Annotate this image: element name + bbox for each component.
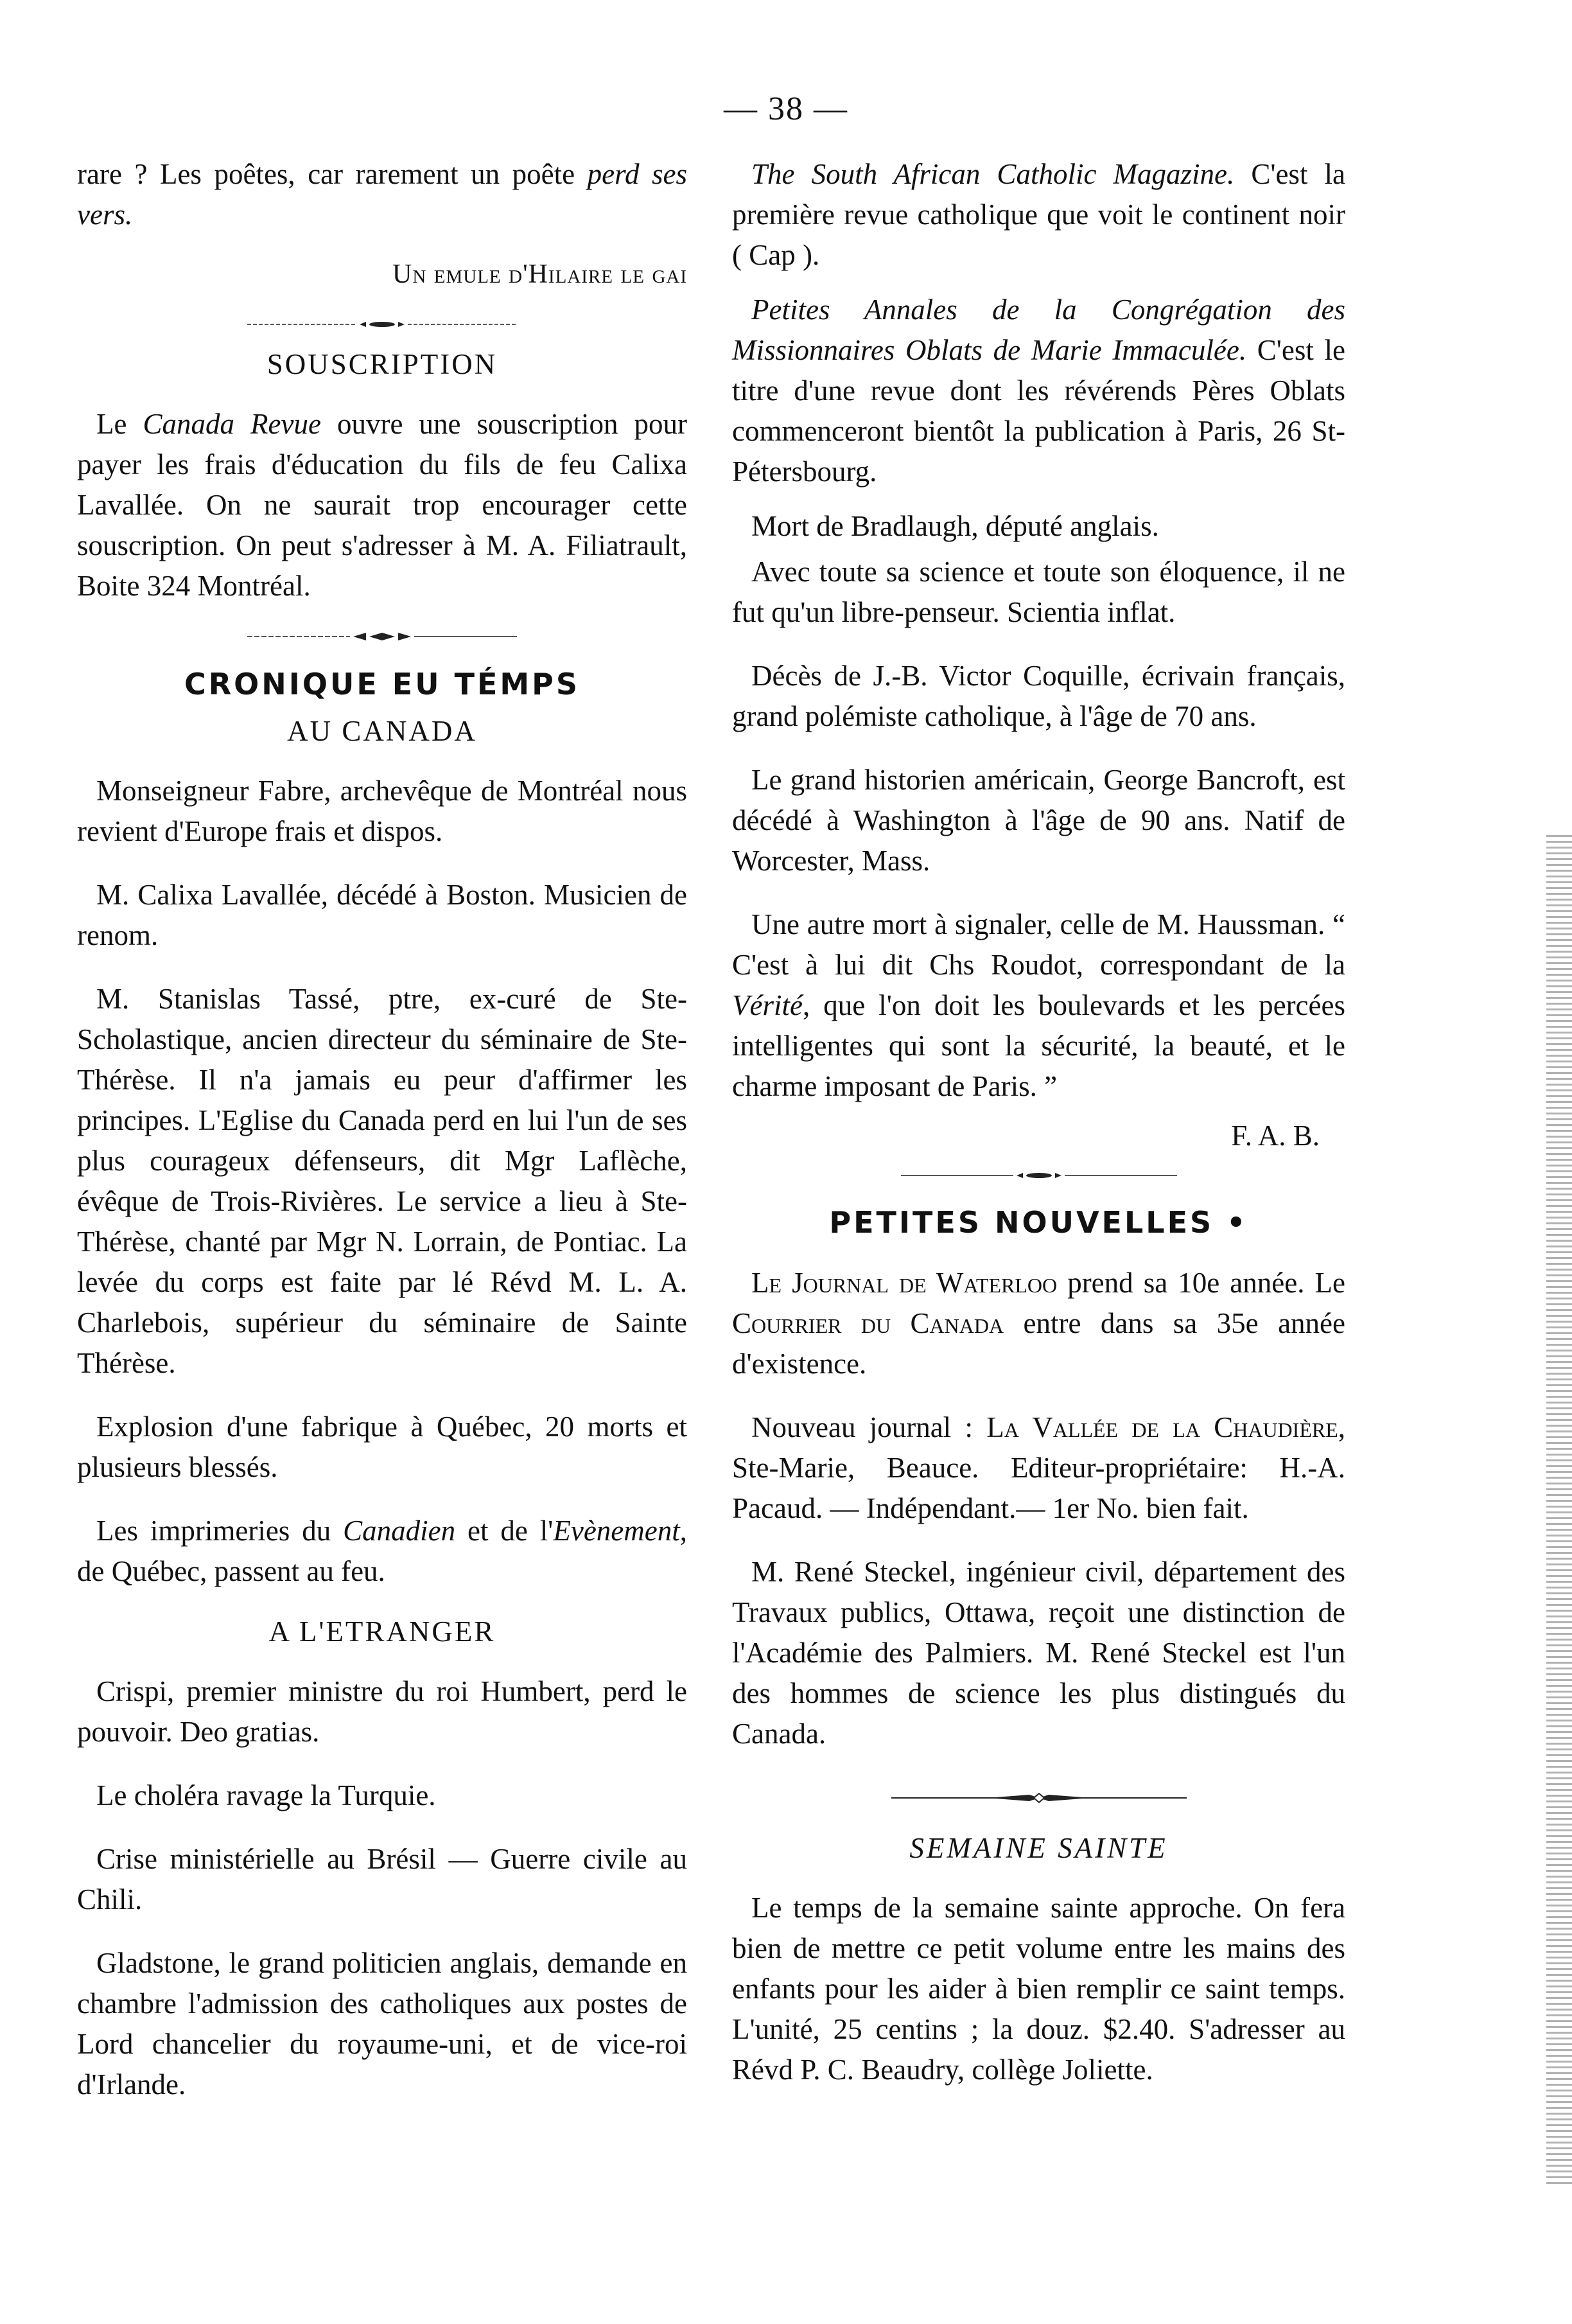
paragraph-gladstone: Gladstone, le grand politicien anglais, demande en chambre l'admission des catholiques aux postes de Lord chancelier du royaume-uni, et de vice-roi d'Irlande. xyxy=(77,1947,687,2100)
ornament-divider xyxy=(77,321,687,328)
paragraph-science: Avec toute sa science et toute son éloquence, il ne fut qu'un libre-penseur. Scientia inflat. xyxy=(732,556,1345,628)
ornament-divider xyxy=(77,632,687,641)
italic-run: perd ses vers. xyxy=(77,158,687,231)
heading-souscription: SOUSCRIPTION xyxy=(266,348,498,380)
heading-au-canada: AU CANADA xyxy=(287,715,477,747)
paragraph-souscription xyxy=(77,404,687,606)
paragraph-fabre: Monseigneur Fabre, archevêque de Montréal nous revient d'Europe frais et dispos. xyxy=(77,775,687,847)
text-run: entre dans sa 35e année d'existence. xyxy=(732,1307,1345,1380)
italic-run: Petites Annales de la Congrégation des Missionnaires Oblats de Marie Immaculée. xyxy=(732,294,1345,366)
italic-run: Evènement xyxy=(553,1515,680,1547)
italic-run: Vérité xyxy=(732,989,803,1021)
paragraph-crispi: Crispi, premier ministre du roi Humbert, perd le pouvoir. Deo gratias. xyxy=(77,1675,687,1748)
paragraph-semaine-sainte: Le temps de la semaine sainte approche. On fera bien de mettre ce petit volume entre les mains des enfants pour les aider à bien remplir ce saint temps. L'unité, 25 centins ; la douz. $2.40. S'adresser au Révd P. C. Beaudry, collège Joliette. xyxy=(732,1892,1345,2086)
paragraph-bradlaugh: Mort de Bradlaugh, député anglais. xyxy=(751,510,1159,542)
heading-etranger: A L'ETRANGER xyxy=(268,1615,496,1648)
italic-run: Canadien xyxy=(343,1515,456,1547)
paragraph-nouveau-journal xyxy=(732,1407,1345,1529)
scan-edge-marks xyxy=(1546,835,1572,2184)
paragraph-imprimeries xyxy=(77,1511,687,1592)
text-run: C'est la première revue catholique que voit le continent noir ( Cap ). xyxy=(732,158,1345,271)
text-run: Les imprimeries du xyxy=(96,1515,344,1547)
signature-emule: Un emule d'Hilaire le gai xyxy=(392,260,687,289)
paragraph-explosion: Explosion d'une fabrique à Québec, 20 morts et plusieurs blessés. xyxy=(77,1411,687,1483)
text-run: Une autre mort à signaler, celle de M. Haussman. “ C'est à lui dit Chs Roudot, correspondant de la xyxy=(732,908,1345,981)
paragraph-south-african xyxy=(732,154,1345,276)
smallcaps-run: La Vallée de la Chaudière xyxy=(986,1411,1338,1443)
text-run: ouvre une souscription pour payer les frais d'éducation du fils de feu Calixa Lavallée. On ne saurait trop encourager cette souscription. On peut s'adresser à M. A. Filiatrault, Boite 324 Montréal. xyxy=(77,408,687,602)
paragraph-crise: Crise ministérielle au Brésil — Guerre civile au Chili. xyxy=(77,1843,687,1915)
paragraph-tasse: M. Stanislas Tassé, ptre, ex-curé de Ste-Scholastique, ancien directeur du séminaire de Ste-Thérèse. Il n'a jamais eu peur d'affirmer les principes. L'Eglise du Canada perd en lui l'un de ses plus courageux défenseurs, dit Mgr Laflèche, évêque de Trois-Rivières. Le service a lieu à Ste-Thérèse, chanté par Mgr N. Lorrain, de Pontiac. La levée du corps est faite par lé Révd M. L. A. Charlebois, supérieur du séminaire de Sainte Thérèse. xyxy=(77,983,687,1379)
ornament-divider xyxy=(732,1793,1345,1803)
text-run: prend sa 10e année. Le xyxy=(1057,1267,1345,1299)
text-run: Le xyxy=(96,408,143,440)
paragraph-haussman xyxy=(732,904,1345,1107)
page-number: — 38 — xyxy=(724,91,848,127)
signature-fab: F. A. B. xyxy=(1231,1120,1320,1152)
paragraph-steckel: M. René Steckel, ingénieur civil, département des Travaux publics, Ottawa, reçoit une distinction de l'Académie des Palmiers. M. René Steckel est l'un des hommes de science les plus distingués du Canada. xyxy=(732,1556,1345,1750)
paragraph-rare xyxy=(77,154,687,235)
heading-petites-nouvelles: PETITES NOUVELLES • xyxy=(829,1205,1248,1240)
ornament-divider xyxy=(732,1172,1345,1179)
text-run: Nouveau journal : xyxy=(751,1411,987,1443)
italic-run: Canada Revue xyxy=(143,408,321,440)
italic-run: The South African Catholic Magazine. xyxy=(751,158,1235,190)
heading-semaine-sainte: SEMAINE SAINTE xyxy=(909,1832,1168,1864)
paragraph-cholera: Le choléra ravage la Turquie. xyxy=(96,1779,436,1811)
heading-cronique: CRONIQUE EU TÉMPS xyxy=(184,667,580,701)
text-run: rare ? Les poêtes, car rarement un poête xyxy=(77,158,588,190)
text-run: , Ste-Marie, Beauce. Editeur-propriétaire: H.-A. Pacaud. — Indépendant.— 1er No. bien fait. xyxy=(732,1411,1346,1524)
text-run: , de Québec, passent au feu. xyxy=(77,1515,687,1587)
paragraph-lavallee: M. Calixa Lavallée, décédé à Boston. Musicien de renom. xyxy=(77,879,687,951)
text-run: C'est le titre d'une revue dont les révérends Pères Oblats commenceront bientôt la publication à Paris, 26 St-Pétersbourg. xyxy=(732,334,1345,488)
smallcaps-run: Le Journal de Waterloo xyxy=(751,1267,1058,1299)
text-run: , que l'on doit les boulevards et les percées intelligentes qui sont la sécurité, la beauté, et le charme imposant de Paris. ” xyxy=(732,989,1345,1102)
right-column xyxy=(732,154,1345,2090)
paragraph-waterloo xyxy=(732,1263,1345,1384)
left-column xyxy=(77,154,687,2105)
paragraph-annales xyxy=(732,290,1345,492)
paragraph-bancroft: Le grand historien américain, George Bancroft, est décédé à Washington à l'âge de 90 ans. Natif de Worcester, Mass. xyxy=(732,764,1345,877)
smallcaps-run: Courrier du Canada xyxy=(732,1307,1004,1339)
paragraph-coquille: Décès de J.-B. Victor Coquille, écrivain français, grand polémiste catholique, à l'âge de 70 ans. xyxy=(732,660,1345,732)
text-run: et de l' xyxy=(455,1515,554,1547)
